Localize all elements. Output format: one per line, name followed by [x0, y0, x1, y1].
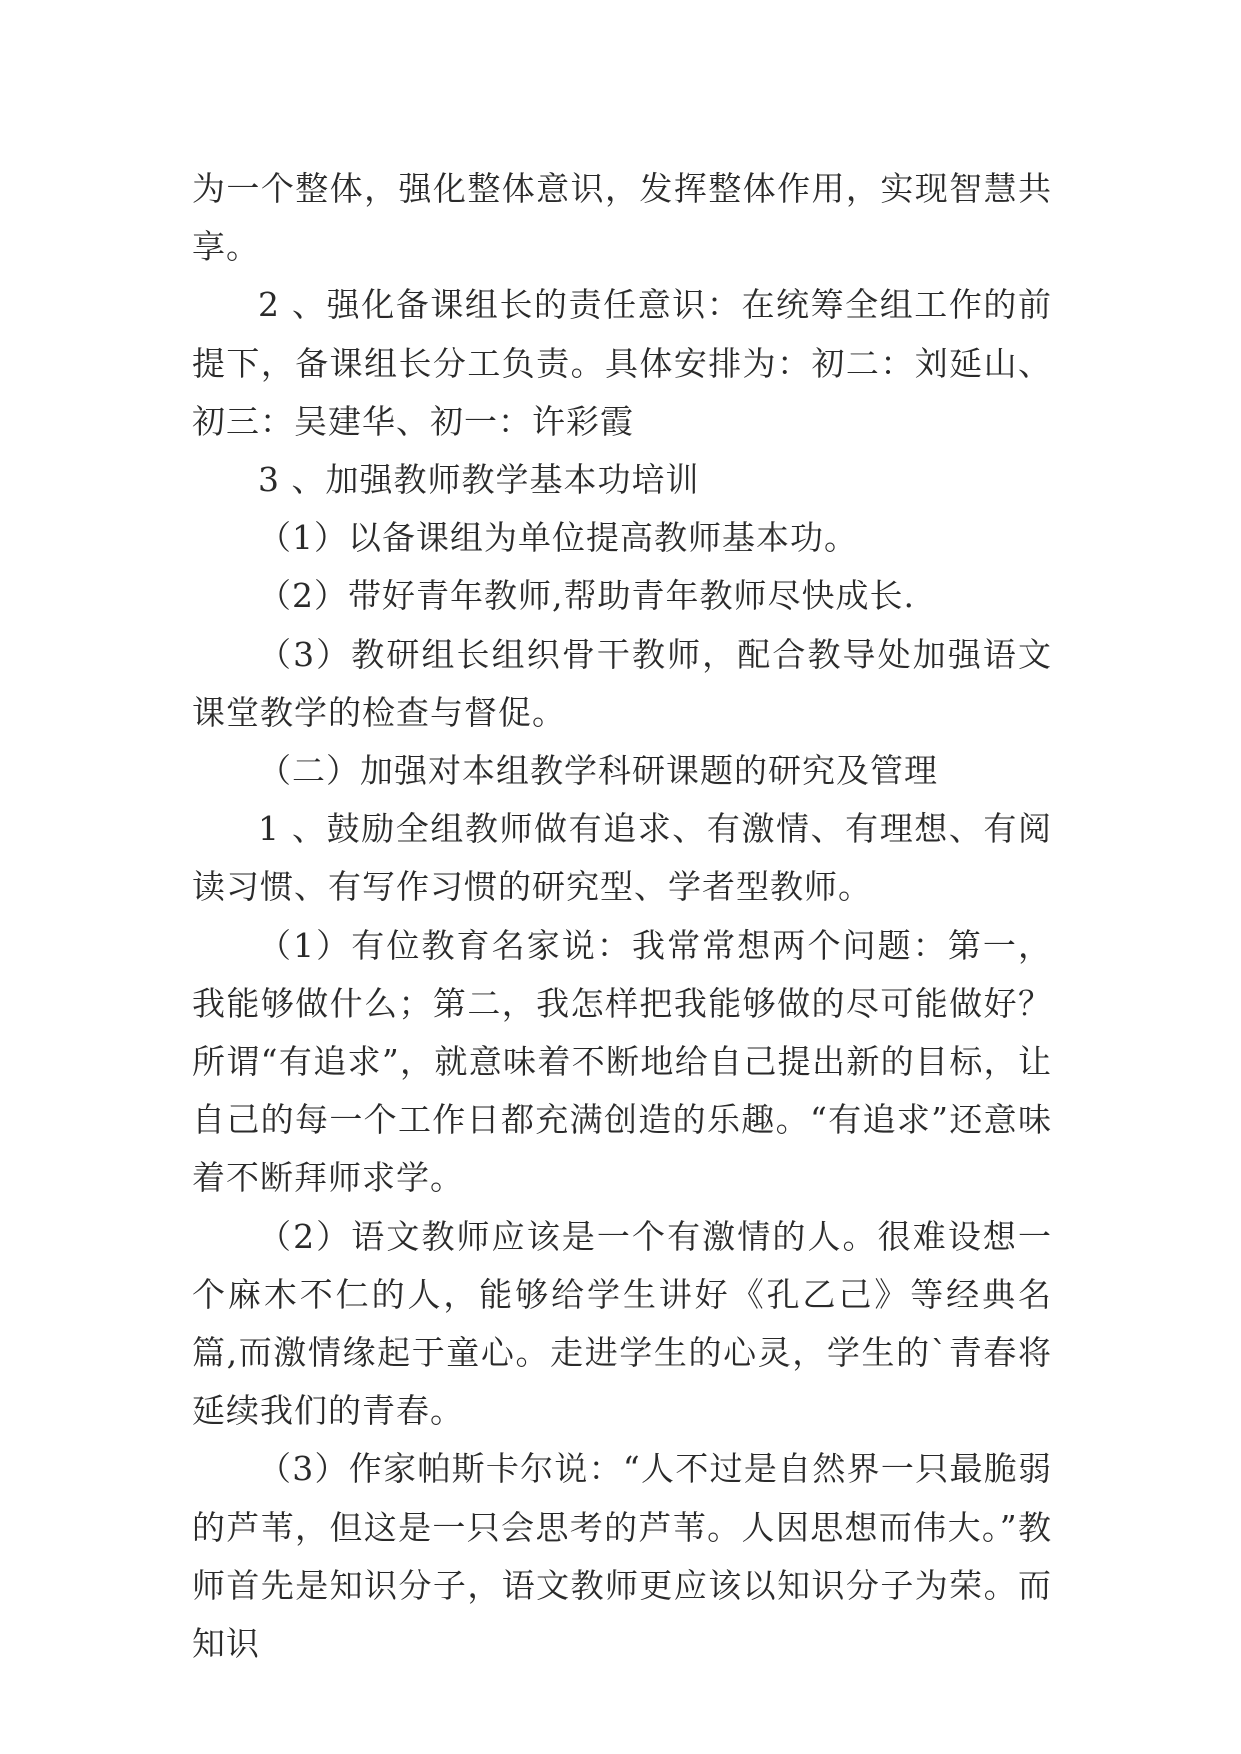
document-body [192, 160, 1052, 1673]
paragraph: （2）带好青年教师,帮助青年教师尽快成长. [258, 576, 915, 616]
paragraph: （1）有位教育名家说：我常常想两个问题：第一，我能够做什么；第二，我怎样把我能够做的尽可能做好？所谓“有追求”，就意味着不断地给自己提出新的目标，让自己的每一个工作日都充满创造的乐趣。“有追求”还意味着不断拜师求学。 [192, 925, 1052, 1198]
paragraph: 3 、加强教师教学基本功培训 [258, 460, 700, 500]
section-heading: （二）加强对本组教学科研课题的研究及管理 [258, 751, 938, 791]
paragraph: 2 、强化备课组长的责任意识：在统筹全组工作的前提下，备课组长分工负责。具体安排为：初二：刘延山、初三：吴建华、初一：许彩霞 [192, 285, 1052, 441]
paragraph: （2）语文教师应该是一个有激情的人。很难设想一个麻木不仁的人，能够给学生讲好《孔乙己》等经典名篇,而激情缘起于童心。走进学生的心灵，学生的`青春将延续我们的青春。 [192, 1216, 1052, 1431]
paragraph: （1）以备课组为单位提高教师基本功。 [258, 518, 858, 558]
paragraph: 1 、鼓励全组教师做有追求、有激情、有理想、有阅读习惯、有写作习惯的研究型、学者型教师。 [192, 809, 1052, 907]
paragraph: 为一个整体，强化整体意识，发挥整体作用，实现智慧共享。 [192, 169, 1052, 267]
paragraph: （3）作家帕斯卡尔说：“人不过是自然界一只最脆弱的芦苇，但这是一只会思考的芦苇。人因思想而伟大。”教师首先是知识分子，语文教师更应该以知识分子为荣。而知识 [192, 1449, 1052, 1664]
paragraph: （3）教研组长组织骨干教师，配合教导处加强语文课堂教学的检查与督促。 [192, 634, 1052, 732]
